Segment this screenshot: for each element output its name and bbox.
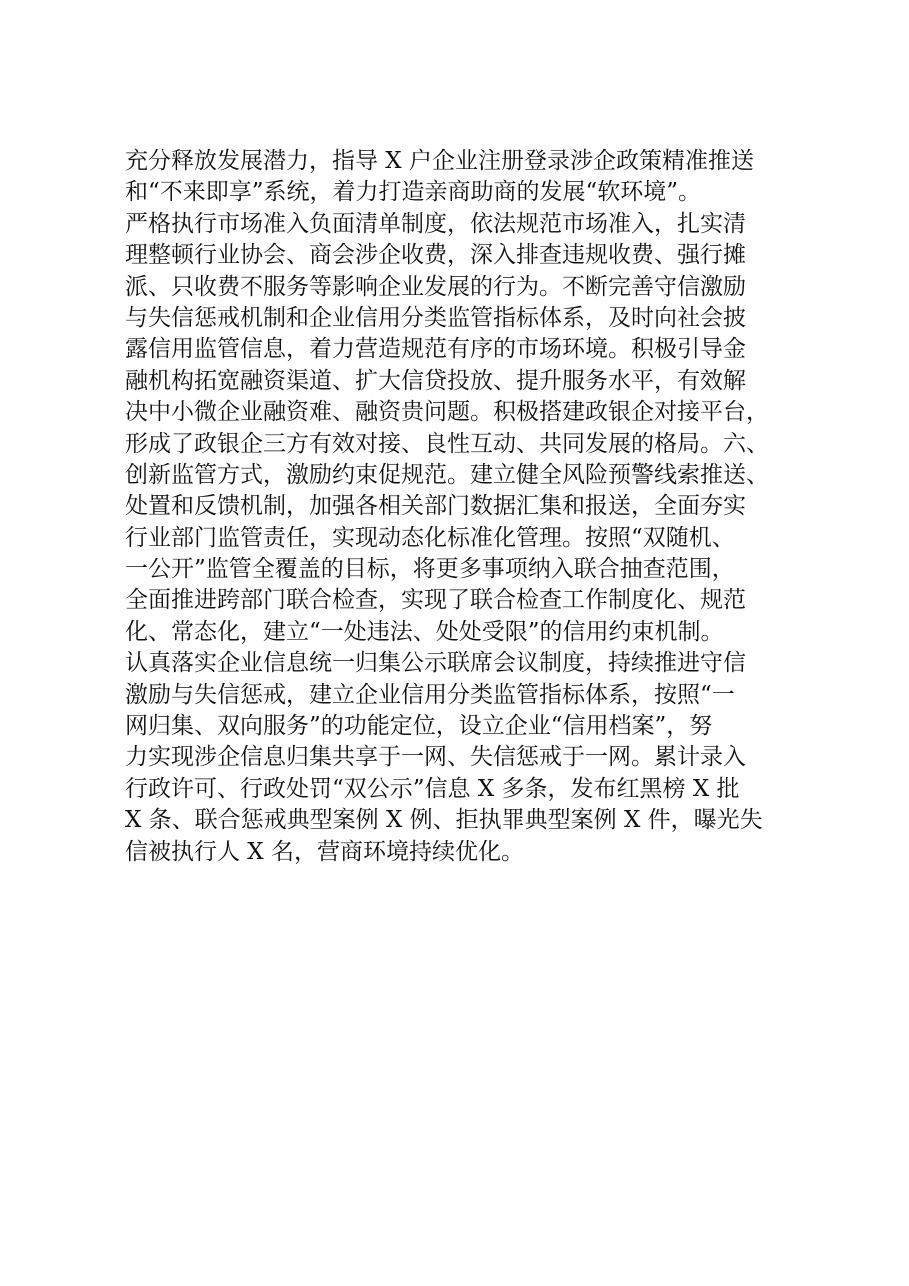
text-line: 融机构拓宽融资渠道、扩大信贷投放、提升服务水平，有效解 (125, 367, 746, 394)
text-line: 与失信惩戒机制和企业信用分类监管指标体系，及时向社会披 (125, 304, 746, 331)
text-line: X 条、联合惩戒典型案例 X 例、拒执罪典型案例 X 件，曝光失 (125, 807, 763, 834)
text-line: 一公开”监管全覆盖的目标，将更多事项纳入联合抽查范围， (125, 556, 735, 583)
text-line: 全面推进跨部门联合检查，实现了联合检查工作制度化、规范 (125, 587, 746, 614)
text-line: 网归集、双向服务”的功能定位，设立企业“信用档案”，努 (125, 713, 713, 740)
text-line: 信被执行人 X 名，营商环境持续优化。 (125, 838, 524, 865)
text-line: 行业部门监管责任，实现动态化标准化管理。按照“双随机、 (125, 524, 735, 551)
text-line: 创新监管方式，激励约束促规范。建立健全风险预警线索推送、 (125, 461, 769, 488)
text-line: 和“不来即享”系统，着力打造亲商助商的发展“软环境”。 (125, 179, 702, 206)
body-text (125, 146, 825, 868)
text-line: 认真落实企业信息统一归集公示联席会议制度，持续推进守信 (125, 650, 746, 677)
text-line: 露信用监管信息，着力营造规范有序的市场环境。积极引导金 (125, 336, 746, 363)
text-line: 派、只收费不服务等影响企业发展的行为。不断完善守信激励 (125, 273, 746, 300)
text-line: 形成了政银企三方有效对接、良性互动、共同发展的格局。六、 (125, 430, 769, 457)
text-line: 行政许可、行政处罚“双公示”信息 X 多条，发布红黑榜 X 批 (125, 775, 740, 802)
text-line: 激励与失信惩戒，建立企业信用分类监管指标体系，按照“一 (125, 681, 735, 708)
text-line: 处置和反馈机制，加强各相关部门数据汇集和报送，全面夯实 (125, 493, 746, 520)
text-line: 充分释放发展潜力，指导 X 户企业注册登录涉企政策精准推送 (125, 148, 754, 174)
text-line: 化、常态化，建立“一处违法、处处受限”的信用约束机制。 (125, 618, 724, 645)
text-line: 理整顿行业协会、商会涉企收费，深入排查违规收费、强行摊 (125, 242, 746, 269)
text-line: 决中小微企业融资难、融资贵问题。积极搭建政银企对接平台， (125, 399, 769, 426)
text-line: 力实现涉企信息归集共享于一网、失信惩戒于一网。累计录入 (125, 744, 746, 771)
text-line: 严格执行市场准入负面清单制度，依法规范市场准入，扎实清 (125, 210, 746, 237)
